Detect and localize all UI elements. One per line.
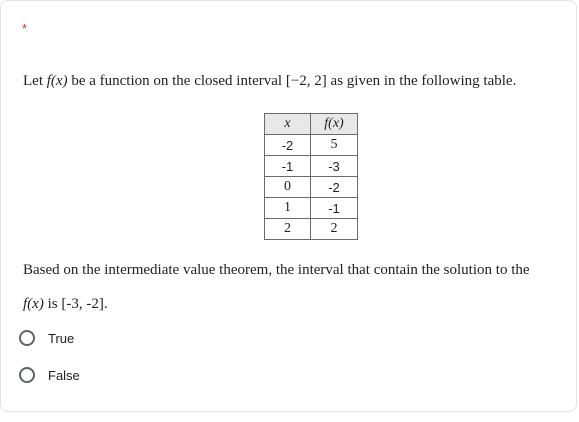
question-rest: be a function on the closed interval [−2, 2] as given in the following table. [67,73,517,89]
table-cell: 1 [265,198,311,219]
value-table [264,113,358,240]
table-cell: 0 [265,177,311,198]
question-function: f(x) [46,73,68,89]
option-label[interactable]: False [48,367,80,383]
table-cell: -2 [265,135,311,156]
radio-circle-icon[interactable] [19,330,35,346]
conclusion-line-1: Based on the intermediate value theorem, the interval that contain the solution to the [23,262,530,278]
option-label[interactable]: True [48,330,75,346]
option-true[interactable] [19,330,74,346]
table-row [265,177,358,198]
table-row [265,198,358,219]
conclusion-rest: is [-3, -2]. [43,296,108,312]
option-false[interactable] [19,367,80,383]
table-cell: 2 [311,219,358,240]
table-row [265,219,358,240]
conclusion-function: f(x) [23,296,44,312]
question-intro: Let [23,73,47,89]
table-row [265,156,358,177]
required-asterisk: * [22,21,28,36]
question-text [23,73,516,90]
table-cell: 2 [265,219,311,240]
table-header-row [265,114,358,135]
table-cell: -1 [311,198,358,219]
radio-circle-icon[interactable] [19,367,35,383]
table-row [265,135,358,156]
table-header-x: x [265,114,311,135]
table-cell: -2 [311,177,358,198]
table-cell: -1 [265,156,311,177]
conclusion-line-2 [23,296,108,313]
table-cell: -3 [311,156,358,177]
table-header-fx: f(x) [311,114,358,135]
table-cell: 5 [311,135,358,156]
